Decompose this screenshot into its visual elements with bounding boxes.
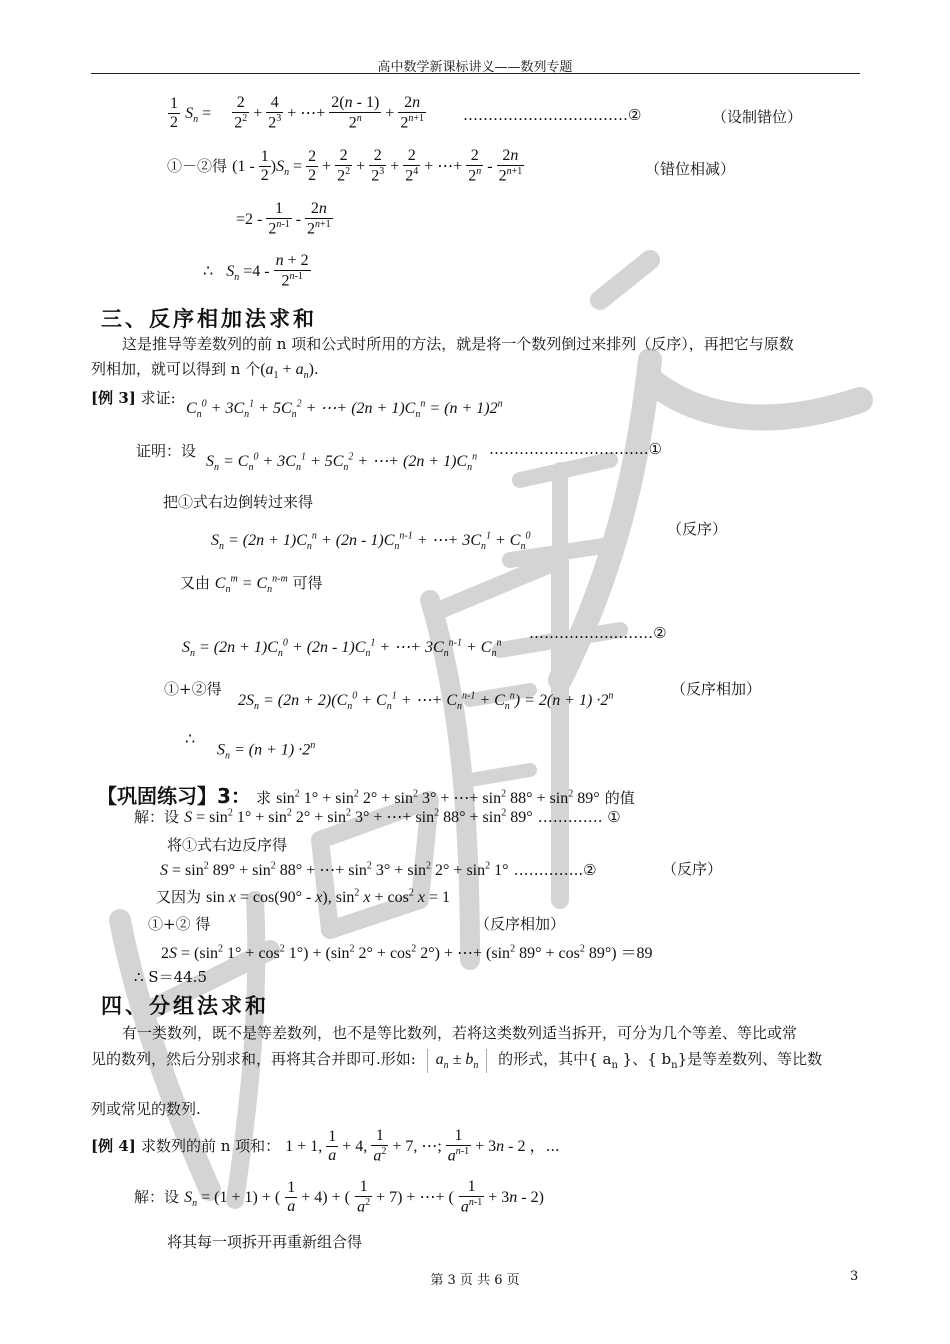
page-header-title: 高中数学新课标讲义——数列专题 [377,60,573,75]
reverse-formula: $S_n = (2n + 1)C_n^n + (2n - 1)C_n^{n-1}$ + ⋯+ $3C_n^1 + C_n^0$ [211,530,531,553]
practice-identity: 又因为 sin x = cos(90° - x), $\sin^2 x + \cos^2 x = 1$ [156,887,451,906]
practice-annotation-sum: （反序相加） [475,915,566,933]
therefore-symbol-2: ∴ [185,731,196,748]
header-rule [91,73,860,74]
practice-reverse: $S = \sin^2 89^\circ + \sin^2 88^\circ$ + ⋯+ $\sin^2 3^\circ + \sin^2 2^\circ + \sin^2 1^\circ$ …………..② [160,860,597,879]
formula-subtract: ①－②得 (1 - $\frac{1}{2}$ )$S_n$ = $\frac{2}{2}$ + $\frac{2}{2^2}$ + $\frac{2}{2^3}$ + $\frac{2}{2^4}$ + ⋯+ $\frac{2}{2^n}$ - $\frac{2n}{2^{n+1}}$ [167,147,523,185]
page-number: 3 [850,1269,859,1284]
annotation-staggered: （设制错位） [712,108,803,126]
formula-line3: =2 - $\frac{1}{2^{n-1}}$ - $\frac{2n}{2^{n+1}}$ [236,200,331,238]
proof-formula-1: $S_n = C_n^0 + 3C_n^1 + 5C_n^2$ + ⋯+ $(2n + 1)C_n^n$ [206,451,478,474]
proof-label: 证明：设 [136,442,197,460]
subtract-label: ①－②得 [167,157,228,176]
reverse-instruction: 把①式右边倒转过来得 [163,493,314,511]
practice-result: ∴ S＝44.5 [134,968,207,986]
section4-para-1: 有一类数列，既不是等差数列，也不是等比数列，若将这类数列适当拆开，可分为几个等差、等比或常 [122,1024,798,1042]
dots-b: ……………...…….② [529,624,667,642]
frac-one-half: $\frac{1}{2}$ [170,94,178,132]
practice-set: 解：设 $S = \sin^2 1^\circ + \sin^2 2^\circ + \sin^2 3^\circ$ + ⋯+ $\sin^2 88^\circ + \sin^2 89^\circ$ …………. ① [134,807,621,826]
section-title-3: 三、反序相加法求和 [101,307,317,331]
sum-label: ①+②得 [164,680,222,698]
dots-2: ……………………………② [463,106,642,124]
example-4-solution: 解：设 $S_n = (1 + 1)$ + ( $\frac{1}{a}$ + 4) + ( $\frac{1}{a^2}$ + 7) + ⋯+ ( $\frac{1}{a^{n-1}}$ + 3n - 2) [134,1178,544,1216]
practice-header: 【巩固练习】3： 求 $\sin^2 1^\circ + \sin^2 2^\circ + \sin^2 3^\circ$ + ⋯+ $\sin^2 88^\circ + \sin^2 89^\circ$ 的值 [97,784,635,808]
example-3-formula: $C_n^0 + 3C_n^1 + 5C_n^2$ + ⋯+ $(2n + 1)C_n^n = (n + 1)2^n$ [186,398,503,421]
practice-sum-label: ①+② 得 [148,915,211,933]
formula-line4: ∴ $S_n =4$ - $\frac{n + 2}{2^{n-1}}$ [203,252,309,290]
section4-para-2: 见的数列，然后分别求和，再将其合并即可.形如: $a_n \pm b_n$ 的形式，其中{ $a_n$ }、{ $b_n$}是等差数列、等比数 [91,1050,823,1072]
practice-sum-formula: $2S = (\sin^2$ $1^\circ + \cos^2 1^\circ) + (\sin^2$ $2^\circ + \cos^2 2^\circ$) + ⋯+ ($\sin^2$ $89^\circ + \cos^2 89^\circ) =89$ [161,943,653,962]
example-3-label: [例 3] 求证: [91,389,176,407]
annotation-sum: （反序相加） [671,680,762,698]
section-title-4: 四、分组法求和 [101,994,269,1018]
sum-formula: $2S_n = (2n + 2)(C_n^0 + C_n^1$ + ⋯+ $C_n^{n-1} + C_n^n) = 2(n + 1) \cdot 2^n$ [238,690,614,713]
section3-para-2: 列相加，就可以得到 n 个$(a_1 + a_n)$. [91,360,319,382]
practice-reverse-instruction: 将①式右边反序得 [167,836,288,854]
example-4: [例 4] 求数列的前 n 项和： 1 + 1, $\frac{1}{a}$ + 4, $\frac{1}{a^2}$ + 7, ⋯; $\frac{1}{a^{n-1}}$ + 3n - 2 ，⋯ [91,1127,560,1165]
result-formula: $S_n = (n + 1) \cdot 2^n$ [217,740,316,762]
formula-2: $S_n = (2n + 1)C_n^0 + (2n - 1)C_n^1$ + ⋯+ $3C_n^{n-1} + C_n^n$ [182,637,502,660]
again-line: 又由 $C_n^m = C_n^{n-m}$ 可得 [180,573,323,596]
section4-para-3: 列或常见的数列. [91,1100,201,1118]
section3-para-1: 这是推导等差数列的前 n 项和公式时所用的方法，就是将一个数列倒过来排列（反序），再把它与原数 [122,335,794,353]
practice-annotation-reverse: （反序） [662,860,723,878]
page-footer: 第 3 页 共 6 页 [430,1273,520,1288]
formula-half-sn: $\frac{1}{2}$ $S_n$ = $\frac{2}{2^2}$ + $\frac{4}{2^3}$ + ⋯+ $\frac{2(n - 1)}{2^n}$ + $\frac{2n}{2^{n+1}}$ [170,94,424,132]
annotation-reverse: （反序） [667,520,728,538]
regroup-instruction: 将其每一项拆开再重新组合得 [167,1233,363,1251]
annotation-subtract: （错位相减） [645,160,736,178]
therefore-symbol: ∴ [203,263,214,281]
dots-1: …………………………..① [489,440,662,458]
